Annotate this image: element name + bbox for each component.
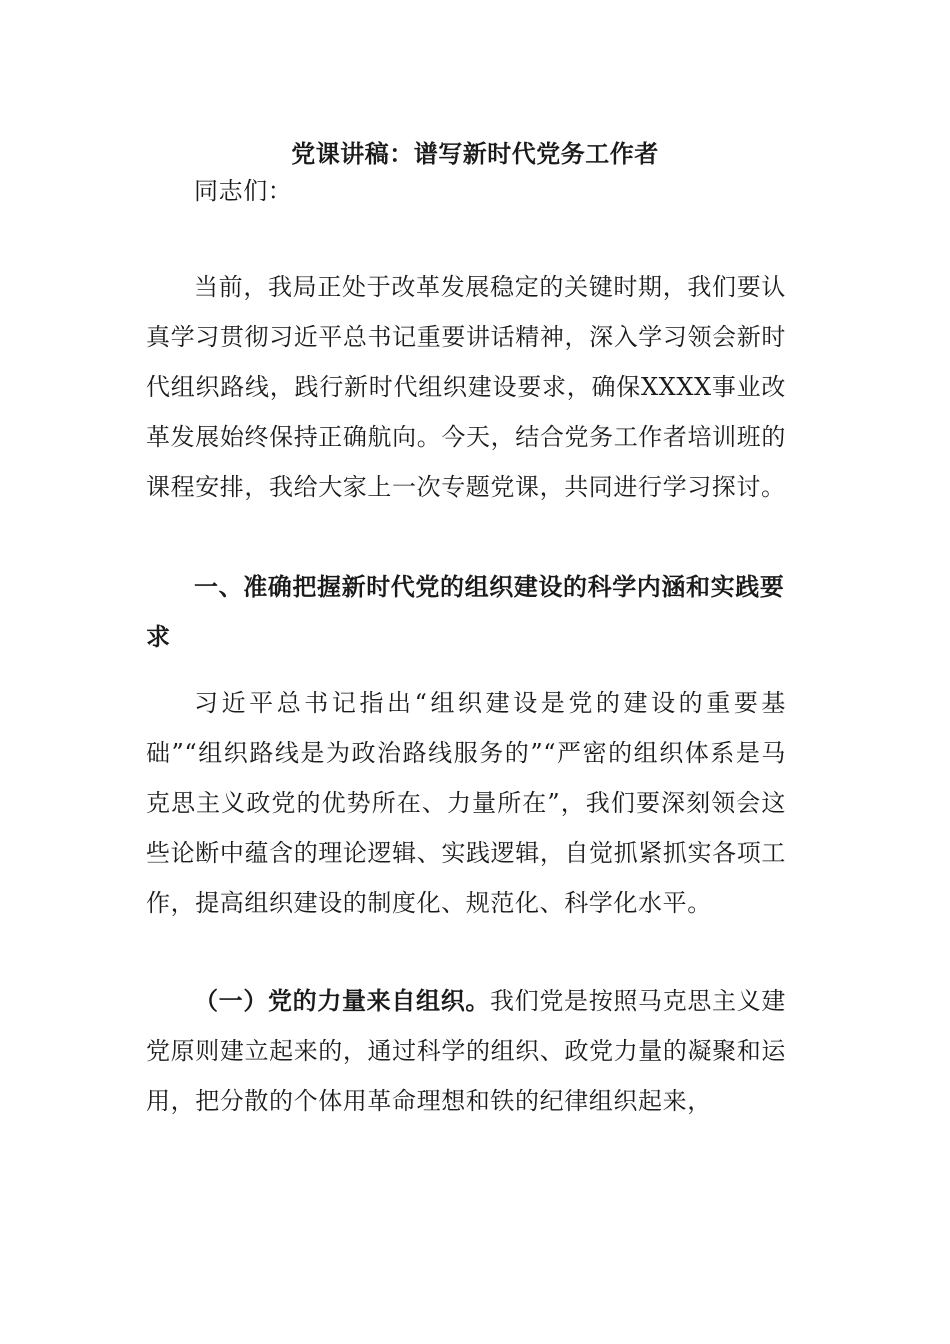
paragraph-section-1: 习近平总书记指出“组织建设是党的建设的重要基础”“组织路线是为政治路线服务的”“严密的组织体系是马克思主义政党的优势所在、力量所在”，我们要深刻领会这些论断中蕴含的理论逻辑、实践逻辑，自觉抓紧抓实各项工作，提高组织建设的制度化、规范化、科学化水平。: [146, 689, 786, 917]
section-heading-1: 一、准确把握新时代党的组织建设的科学内涵和实践要求: [146, 573, 785, 651]
paragraph-intro: 当前，我局正处于改革发展稳定的关键时期，我们要认真学习贯彻习近平总书记重要讲话精神，深入学习领会新时代组织路线，践行新时代组织建设要求，确保XXXX事业改革发展始终保持正确航向。今天，结合党务工作者培训班的课程安排，我给大家上一次专题党课，共同进行学习探讨。: [146, 273, 786, 501]
subsection-body: 我们党是按照马克思主义建党原则建立起来的，通过科学的组织、政党力量的凝聚和运用，把分散的个体用革命理想和铁的纪律组织起来，: [146, 987, 786, 1115]
salutation: 同志们：: [194, 177, 293, 205]
subsection-lead: （一）党的力量来自组织。: [194, 987, 491, 1015]
document-title: 党课讲稿：谱写新时代党务工作者: [291, 140, 659, 168]
paragraph-subsection-1: [146, 976, 786, 1126]
